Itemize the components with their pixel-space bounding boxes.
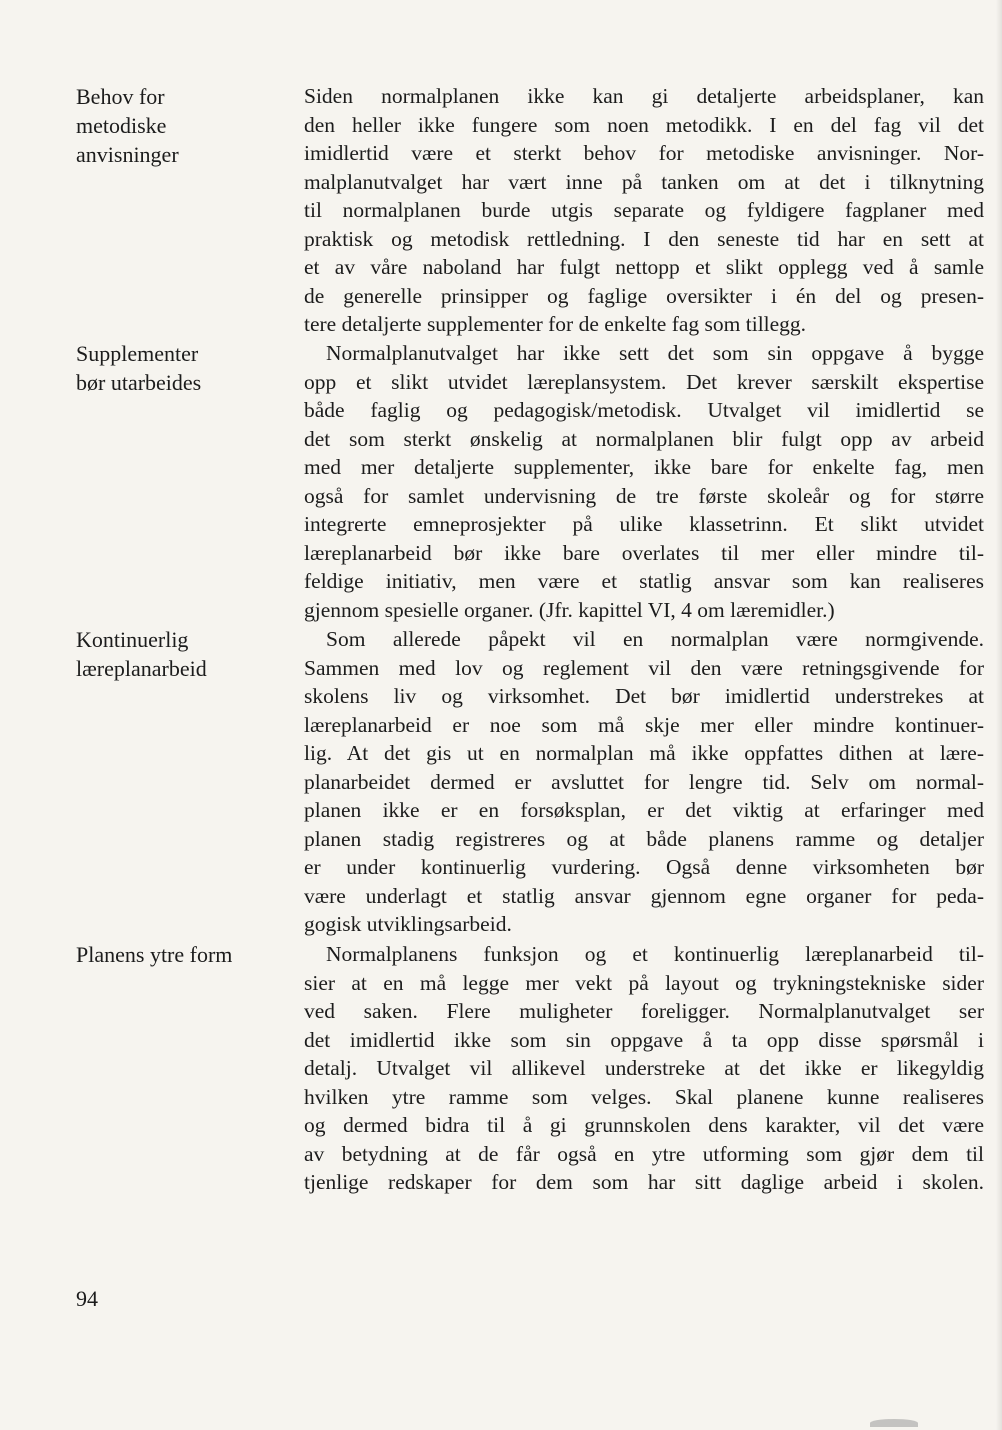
margin-note-line: bør utarbeides: [76, 370, 202, 395]
text-line: gogisk utviklingsarbeid.: [304, 912, 512, 937]
page-edge-shadow: [996, 0, 1002, 1430]
text-line: læreplanarbeid er noe som må skje mer eller mindre kontinuer-: [304, 712, 984, 737]
margin-note-line: Planens ytre form: [76, 942, 233, 967]
text-line: ved saken. Flere muligheter foreligger. Normalplanutvalget ser: [304, 999, 984, 1024]
text-line: er under kontinuerlig vurdering. Også denne virksomheten bør: [304, 855, 984, 880]
margin-note-line: anvisninger: [76, 142, 179, 167]
text-line: Som allerede påpekt vil en normalplan være normgivende.: [326, 627, 984, 651]
text-line: den heller ikke fungere som noen metodikk. I en del fag vil det: [304, 112, 984, 137]
text-line: detalj. Utvalget vil allikevel understreke at det ikke er likegyldig: [304, 1056, 984, 1081]
margin-note-line: Kontinuerlig: [76, 627, 189, 652]
text-line: det som sterkt ønskelig at normalplanen blir fulgt opp av arbeid: [304, 426, 984, 451]
text-line: Normalplanutvalget har ikke sett det som sin oppgave å bygge: [326, 341, 984, 365]
text-line: det imidlertid ikke som sin oppgave å ta opp disse spørsmål i: [304, 1027, 984, 1052]
margin-note-continuous-curriculum-work: [76, 625, 276, 683]
margin-note-outer-form: [76, 940, 276, 969]
text-line: av betydning at de får også en ytre utforming som gjør dem til: [304, 1141, 984, 1166]
margin-note-line: metodiske: [76, 113, 167, 138]
text-line: og dermed bidra til å gi grunnskolen dens karakter, vil det være: [304, 1113, 984, 1138]
text-line: opp et slikt utvidet læreplansystem. Det krever særskilt ekspertise: [304, 369, 984, 394]
text-line: planen ikke er en forsøksplan, er det viktig at erfaringer med: [304, 798, 984, 823]
text-line: imidlertid være et sterkt behov for metodiske anvisninger. Nor-: [304, 141, 984, 166]
text-line: integrerte emneprosjekter på ulike klassetrinn. Et slikt utvidet: [304, 512, 984, 537]
text-line: både faglig og pedagogisk/metodisk. Utvalget vil imidlertid se: [304, 398, 984, 423]
text-line: skolens liv og virksomhet. Det bør imidlertid understrekes at: [304, 684, 984, 709]
margin-note-line: Supplementer: [76, 341, 199, 366]
margin-note-methodical-guidance: [76, 82, 276, 169]
margin-note-line: læreplanarbeid: [76, 656, 207, 681]
text-line: være underlagt et statlig ansvar gjennom egne organer for peda-: [304, 883, 984, 908]
margin-note-line: Behov for: [76, 84, 165, 109]
text-line: malplanutvalget har vært inne på tanken om at det i tilknytning: [304, 169, 984, 194]
text-line: med mer detaljerte supplementer, ikke bare for enkelte fag, men: [304, 455, 984, 480]
paragraph-methodical-guidance: [304, 82, 984, 339]
text-line: Siden normalplanen ikke kan gi detaljerte arbeidsplaner, kan: [304, 84, 984, 108]
paragraph-supplements: [304, 339, 984, 624]
paragraph-continuous-curriculum-work: [304, 625, 984, 939]
text-line: hvilken ytre ramme som velges. Skal planene kunne realiseres: [304, 1084, 984, 1109]
text-line: tere detaljerte supplementer for de enkelte fag som tillegg.: [304, 312, 807, 337]
text-line: også for samlet undervisning de tre første skoleår og for større: [304, 483, 984, 508]
text-line: sier at en må legge mer vekt på layout og trykningstekniske sider: [304, 970, 984, 995]
margin-note-supplements: [76, 339, 276, 397]
scan-smudge: [870, 1419, 918, 1427]
text-line: gjennom spesielle organer. (Jfr. kapittel VI, 4 om læremidler.): [304, 597, 835, 622]
text-line: Normalplanens funksjon og et kontinuerlig læreplanarbeid til-: [326, 942, 984, 966]
text-line: de generelle prinsipper og faglige oversikter i én del og presen-: [304, 283, 984, 308]
text-line: læreplanarbeid bør ikke bare overlates til mer eller mindre til-: [304, 540, 984, 565]
text-line: tjenlige redskaper for dem som har sitt daglige arbeid i skolen.: [304, 1170, 984, 1195]
page-number: 94: [76, 1286, 98, 1311]
text-line: praktisk og metodisk rettledning. I den seneste tid har en sett at: [304, 226, 984, 251]
text-line: planen stadig registreres og at både planens ramme og detaljer: [304, 826, 984, 851]
text-line: Sammen med lov og reglement vil den være retningsgivende for: [304, 655, 984, 680]
text-line: et av våre naboland har fulgt nettopp et slikt opplegg ved å samle: [304, 255, 984, 280]
paragraph-outer-form: [304, 940, 984, 1197]
text-line: planarbeidet dermed er avsluttet for lengre tid. Selv om normal-: [304, 769, 984, 794]
text-line: feldige initiativ, men være et statlig ansvar som kan realiseres: [304, 569, 984, 594]
text-line: lig. At det gis ut en normalplan må ikke oppfattes dithen at lære-: [304, 741, 984, 766]
text-line: til normalplanen burde utgis separate og fyldigere fagplaner med: [304, 198, 984, 223]
